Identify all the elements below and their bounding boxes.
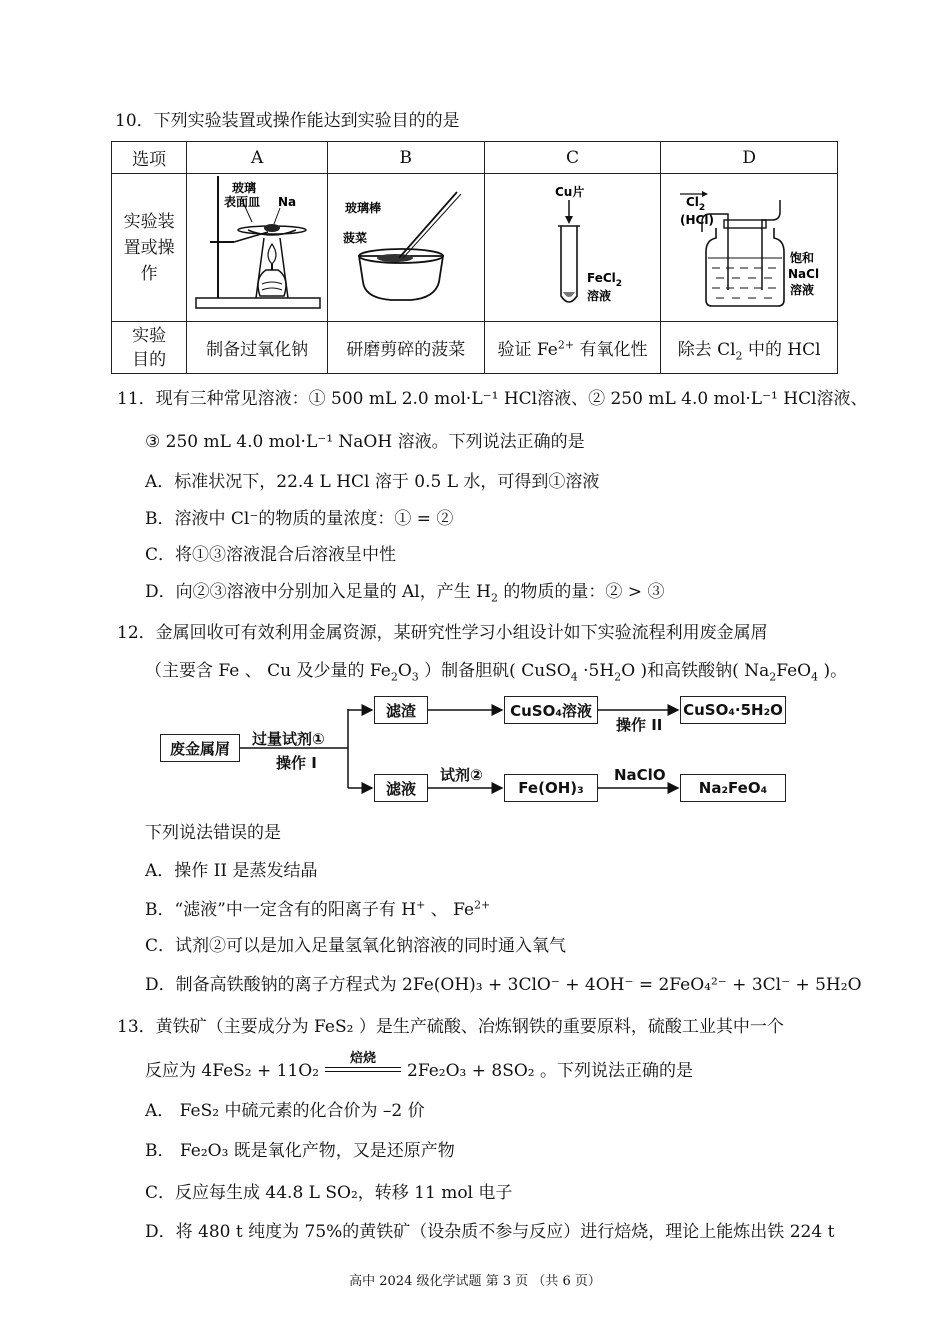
flow-label-op2: 操作 II bbox=[616, 716, 663, 734]
label-glass: 玻璃 bbox=[232, 181, 257, 195]
row-label-apparatus: 实验装置或操作 bbox=[112, 174, 187, 322]
flow-box-residue: 滤渣 bbox=[374, 696, 428, 724]
flow-label-reagent2: 试剂② bbox=[440, 766, 483, 784]
q12-option-b: B．“滤液”中一定含有的阳离子有 H+ 、 $Fe^{2+}$ bbox=[145, 898, 491, 920]
q10-stem: 10．下列实验装置或操作能达到实验目的的是 bbox=[115, 111, 460, 131]
q12-option-c: C．试剂②可以是加入足量氢氧化钠溶液的同时通入氧气 bbox=[145, 936, 567, 956]
label-glass-rod: 玻璃棒 bbox=[344, 201, 381, 215]
q13-option-d: D．将 480 t 纯度为 75%的黄铁矿（设杂质不参与反应）进行焙烧，理论上能炼出铁 224 t bbox=[145, 1222, 835, 1242]
label-na: Na bbox=[278, 195, 297, 209]
q12-line2: （主要含 Fe 、 Cu 及少量的 $Fe_2O_3$ ）制备胆矾( CuSO$_4$ $\cdot 5H_2O$ )和高铁酸钠( $Na_2FeO_4$ )。 bbox=[145, 661, 848, 684]
header-d: D bbox=[661, 142, 838, 174]
flow-box-start: 废金属屑 bbox=[160, 734, 240, 762]
equation-condition-arrow bbox=[325, 1051, 401, 1081]
q12-option-d: D．制备高铁酸钠的离子方程式为 2Fe(OH)₃ + 3ClO⁻ + 4OH⁻ = 2FeO₄²⁻ + 3Cl⁻ + 5H₂O bbox=[145, 975, 862, 995]
flow-box-product1: CuSO₄·5H₂O bbox=[680, 696, 786, 724]
q13-option-c: C．反应每生成 44.8 L SO₂，转移 11 mol 电子 bbox=[145, 1183, 513, 1203]
purpose-a: 制备过氧化钠 bbox=[187, 322, 328, 374]
equation-condition: 焙烧 bbox=[350, 1051, 377, 1066]
equation-reactants: 反应为 4FeS₂ + 11O₂ bbox=[145, 1061, 320, 1081]
flow-box-filtrate: 滤液 bbox=[374, 774, 428, 802]
q12-line1: 12．金属回收可有效利用金属资源，某研究性学习小组设计如下实验流程利用废金属屑 bbox=[117, 623, 768, 643]
q11-option-a: A．标准状况下，22.4 L HCl 溶于 0.5 L 水，可得到①溶液 bbox=[145, 472, 600, 492]
row-label-purpose: 实验目的 bbox=[112, 322, 187, 374]
header-option-label: 选项 bbox=[112, 142, 187, 174]
q11-option-b: B．溶液中 Cl⁻的物质的量浓度：① = ② bbox=[145, 509, 454, 529]
q11-option-d: D．向②③溶液中分别加入足量的 Al，产生 $H_2$ 的物质的量：② > ③ bbox=[145, 582, 665, 605]
label-cu: Cu片 bbox=[555, 185, 585, 199]
label-cl2: $Cl_2$ bbox=[686, 195, 706, 213]
q11-option-c: C．将①③溶液混合后溶液呈中性 bbox=[145, 545, 397, 565]
purpose-d: 除去 $Cl_2$ 中的 HCl bbox=[661, 322, 838, 374]
flow-label-naclo: NaClO bbox=[614, 766, 666, 784]
label-watch-glass: 表面皿 bbox=[224, 195, 261, 209]
flow-box-cuso4-solution: CuSO₄溶液 bbox=[504, 696, 598, 724]
label-spinach: 菠菜 bbox=[342, 231, 367, 245]
flow-label-reagent1: 过量试剂① bbox=[252, 730, 325, 748]
flow-box-feoh3: Fe(OH)₃ bbox=[504, 774, 598, 802]
purpose-b: 研磨剪碎的菠菜 bbox=[327, 322, 484, 374]
flow-box-product2: Na₂FeO₄ bbox=[680, 774, 786, 802]
flow-label-op1: 操作 I bbox=[276, 754, 317, 772]
equation-products: 2Fe₂O₃ + 8SO₂ 。下列说法正确的是 bbox=[407, 1061, 694, 1081]
page-footer: 高中 2024 级化学试题 第 3 页 （共 6 页） bbox=[349, 1274, 601, 1289]
q13-option-a: A． FeS₂ 中硫元素的化合价为 –2 价 bbox=[145, 1101, 425, 1121]
label-fecl2: FeCl$_2$ bbox=[587, 271, 623, 289]
purpose-c: 验证 $Fe^{2+}$ 有氧化性 bbox=[484, 322, 661, 374]
q12-ask: 下列说法错误的是 bbox=[145, 823, 281, 843]
label-fecl2-solution: 溶液 bbox=[587, 289, 612, 303]
header-a: A bbox=[187, 142, 328, 174]
q12-option-a: A．操作 II 是蒸发结晶 bbox=[145, 861, 318, 881]
header-c: C bbox=[484, 142, 661, 174]
q13-option-b: B． Fe₂O₃ 既是氧化产物，又是还原产物 bbox=[145, 1141, 455, 1161]
q13-equation bbox=[145, 1051, 694, 1081]
q11-line2: ③ 250 mL 4.0 mol·L⁻¹ NaOH 溶液。下列说法正确的是 bbox=[145, 432, 585, 452]
label-hcl-impurity: (HCl) bbox=[680, 213, 715, 227]
label-saturated: 饱和 bbox=[790, 251, 815, 265]
label-nacl: NaCl bbox=[788, 267, 820, 281]
header-b: B bbox=[327, 142, 484, 174]
q11-line1: 11．现有三种常见溶液：① 500 mL 2.0 mol·L⁻¹ HCl溶液、② 250 mL 4.0 mol·L⁻¹ HCl溶液、 bbox=[117, 389, 868, 409]
q13-line1: 13．黄铁矿（主要成分为 FeS₂ ）是生产硫酸、冶炼钢铁的重要原料，硫酸工业其中一个 bbox=[117, 1017, 784, 1037]
label-nacl-solution: 溶液 bbox=[790, 283, 815, 297]
